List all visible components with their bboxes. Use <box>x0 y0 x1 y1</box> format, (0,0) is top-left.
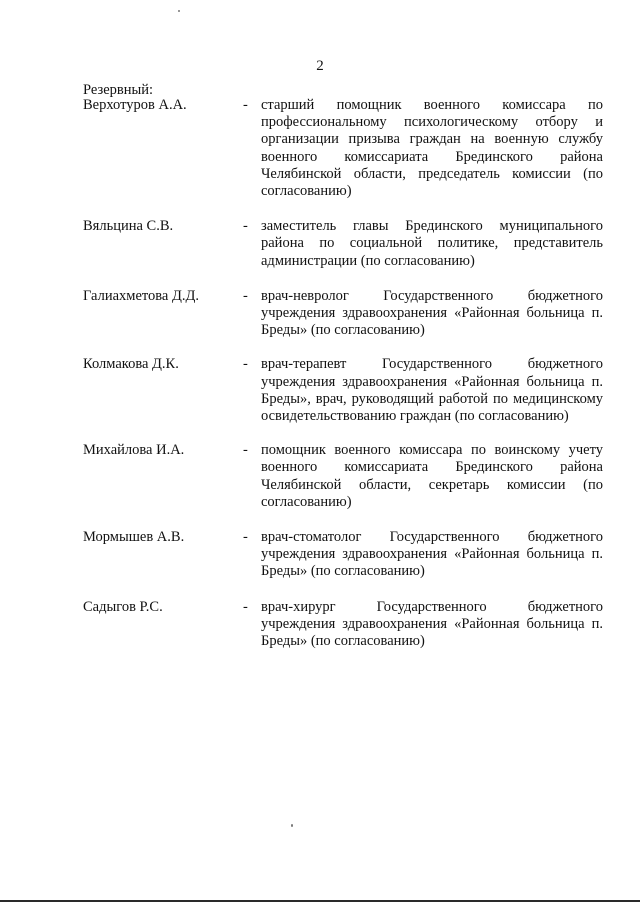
member-name: Колмакова Д.К. <box>83 356 179 373</box>
scan-speck <box>178 10 180 12</box>
member-entry <box>83 529 603 581</box>
member-description: помощник военного комиссара по воинскому учету военного комиссариата Брединского района Челябинской области, секретарь комиссии (по согласованию) <box>261 442 603 510</box>
member-entry <box>83 97 603 200</box>
member-entry <box>83 288 603 340</box>
member-description: врач-невролог Государственного бюджетного учреждения здравоохранения «Районная больница п. Бреды» (по согласованию) <box>261 287 603 339</box>
member-description: врач-терапевт Государственного бюджетного учреждения здравоохранения «Районная больница п. Бреды», врач, руководящий работой по медицинскому освидетельствованию граждан (по согласованию) <box>261 356 603 425</box>
entry-dash: - <box>243 442 248 459</box>
entry-dash: - <box>243 287 248 304</box>
entry-dash: - <box>243 598 248 615</box>
entry-dash: - <box>243 356 248 373</box>
page-number: 2 <box>316 58 324 74</box>
member-name: Галиахметова Д.Д. <box>83 287 200 304</box>
member-name: Верхотуров А.А. <box>83 97 187 113</box>
member-entry <box>83 442 603 511</box>
entry-dash: - <box>243 529 248 546</box>
scan-speck <box>291 824 293 827</box>
commission-member-list <box>83 97 603 650</box>
entry-dash: - <box>243 97 248 113</box>
member-description: врач-хирург Государственного бюджетного учреждения здравоохранения «Районная больница п. Бреды» (по согласованию) <box>261 598 603 650</box>
member-name: Мормышев А.В. <box>83 529 185 546</box>
member-name: Садыгов Р.С. <box>83 598 163 615</box>
member-entry <box>83 356 603 425</box>
member-description: старший помощник военного комиссара по профессиональному психологическому отбору и организации призыва граждан на военную службу военного комиссариата Брединского района Челябинской области, председатель комиссии (по согласованию) <box>261 97 603 200</box>
member-entry <box>83 599 603 651</box>
scan-edge-line <box>0 900 640 902</box>
member-name: Михайлова И.А. <box>83 442 185 459</box>
member-description: врач-стоматолог Государственного бюджетного учреждения здравоохранения «Районная больница п. Бреды» (по согласованию) <box>261 529 603 580</box>
entry-dash: - <box>243 218 248 235</box>
member-name: Вяльцина С.В. <box>83 218 174 235</box>
section-label: Резервный: <box>83 82 154 98</box>
member-entry <box>83 218 603 270</box>
member-description: заместитель главы Брединского муниципального района по социальной политике, представитель администрации (по согласованию) <box>261 218 603 269</box>
